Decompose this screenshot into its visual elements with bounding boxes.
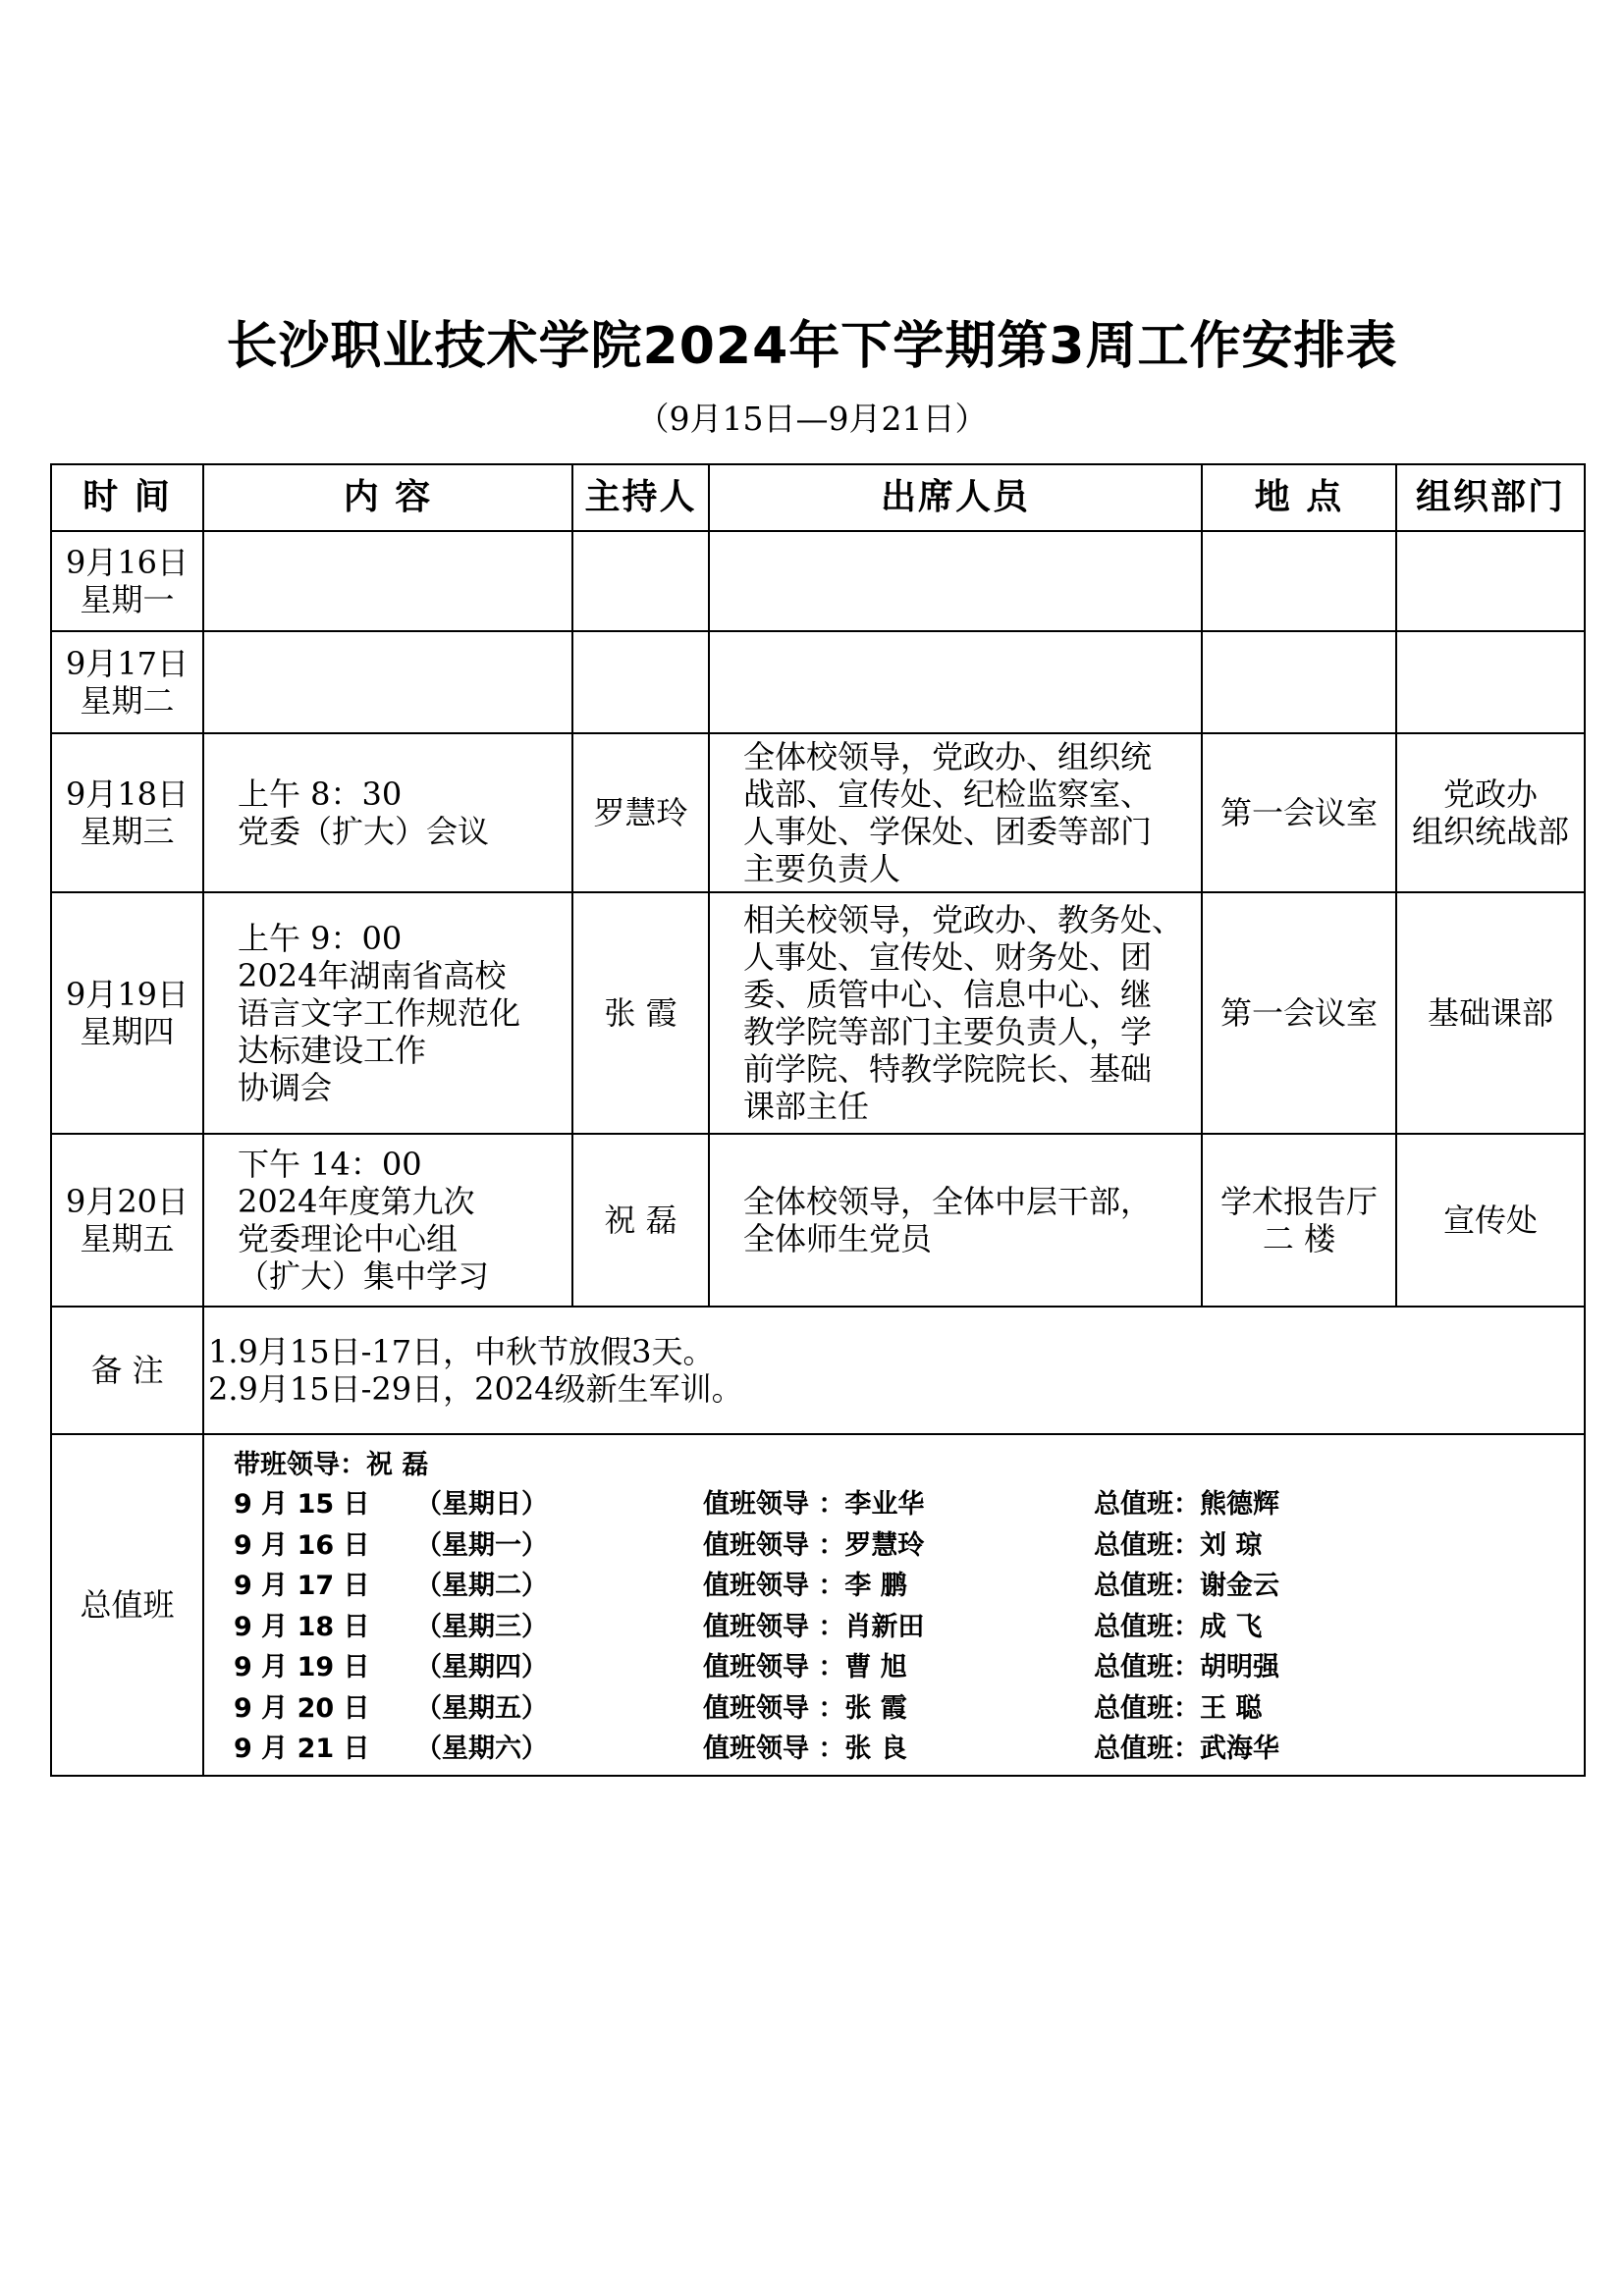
org-cell — [1396, 631, 1585, 733]
notes-content — [203, 1307, 1585, 1434]
time-cell — [51, 531, 203, 631]
place-line: 学术报告厅 — [1219, 1183, 1378, 1220]
content-cell — [203, 631, 572, 733]
org-cell — [1396, 1134, 1585, 1307]
org-line: 宣传处 — [1442, 1201, 1538, 1239]
duty-weekday: （星期四） — [415, 1652, 548, 1682]
duty-date: 9 月 16 日 — [234, 1529, 370, 1561]
duty-date: 9 月 20 日 — [234, 1692, 370, 1724]
content-line: 上午 8：30 — [238, 775, 403, 813]
place-cell — [1202, 1134, 1396, 1307]
weekday-text: 星期三 — [80, 813, 175, 850]
place-cell — [1202, 631, 1396, 733]
attendees-line: 相关校领导，党政办、教务处、 — [743, 901, 1184, 938]
org-line: 党政办 — [1442, 775, 1538, 813]
header-place: 地 点 — [1202, 464, 1396, 531]
weekday-text: 星期二 — [80, 682, 175, 720]
duty-weekday: （星期二） — [415, 1571, 548, 1601]
duty-chief: 总值班：刘 琼 — [1094, 1529, 1263, 1561]
header-host: 主持人 — [572, 464, 709, 531]
page-subtitle: （9月15日—9月21日） — [636, 400, 988, 438]
weekday-text: 星期四 — [80, 1013, 175, 1050]
host-cell: 张 霞 — [572, 892, 709, 1134]
attendees-line: 主要负责人 — [743, 850, 901, 887]
duty-date: 9 月 21 日 — [234, 1734, 370, 1764]
org-cell — [1396, 733, 1585, 892]
host-cell: 罗慧玲 — [572, 733, 709, 892]
host-cell: 祝 磊 — [572, 1134, 709, 1307]
date-text: 9月18日 — [65, 775, 189, 813]
duty-weekday: （星期一） — [415, 1529, 548, 1561]
duty-leader: 值班领导 ：李业华 — [703, 1489, 925, 1520]
duty-weekday: （星期六） — [415, 1734, 548, 1764]
attendees-line: 全体师生党员 — [743, 1220, 933, 1257]
content-cell — [203, 1134, 572, 1307]
content-line: 2024年度第九次 — [238, 1183, 475, 1220]
duty-list — [204, 1435, 1584, 1775]
duty-chief: 总值班：王 聪 — [1094, 1692, 1263, 1724]
time-cell — [51, 733, 203, 892]
duty-leader: 值班领导 ：张 霞 — [703, 1692, 907, 1724]
attendees-cell — [709, 531, 1202, 631]
content-line: 2024年湖南省高校 — [238, 957, 507, 994]
duty-weekday: （星期三） — [415, 1611, 548, 1642]
place-line: 第一会议室 — [1219, 994, 1378, 1032]
attendees-line: 战部、宣传处、纪检监察室、 — [743, 775, 1153, 813]
attendees-line: 全体校领导，全体中层干部， — [743, 1183, 1153, 1220]
attendees-cell — [709, 631, 1202, 733]
attendees-cell — [709, 1134, 1202, 1307]
duty-weekday: （星期日） — [415, 1489, 548, 1520]
duty-leader: 值班领导 ：李 鹏 — [703, 1571, 907, 1601]
duty-date: 9 月 15 日 — [234, 1489, 370, 1520]
attendees-line: 前学院、特教学院院长、基础 — [743, 1050, 1153, 1088]
place-line: 二 楼 — [1262, 1220, 1336, 1257]
duty-chief: 总值班：胡明强 — [1094, 1652, 1279, 1682]
page-title: 长沙职业技术学院2024年下学期第3周工作安排表 — [226, 317, 1398, 376]
schedule-row — [51, 1134, 1585, 1307]
content-line: 语言文字工作规范化 — [238, 994, 521, 1032]
duty-content — [203, 1434, 1585, 1776]
notes-label: 备 注 — [51, 1307, 203, 1434]
place-cell — [1202, 531, 1396, 631]
duty-leader: 值班领导 ：曹 旭 — [703, 1652, 907, 1682]
notes-row — [51, 1307, 1585, 1434]
duty-row — [51, 1434, 1585, 1776]
org-cell — [1396, 892, 1585, 1134]
attendees-line: 教学院等部门主要负责人，学 — [743, 1013, 1153, 1050]
duty-chief: 总值班：谢金云 — [1094, 1571, 1279, 1601]
date-text: 9月20日 — [65, 1183, 189, 1220]
content-line: 党委理论中心组 — [238, 1220, 459, 1257]
attendees-cell — [709, 892, 1202, 1134]
notes-line-2: 2.9月15日-29日，2024级新生军训。 — [208, 1370, 743, 1408]
content-cell — [203, 531, 572, 631]
date-text: 9月16日 — [65, 544, 189, 581]
duty-leader: 值班领导 ：罗慧玲 — [703, 1529, 925, 1561]
attendees-line: 人事处、学保处、团委等部门 — [743, 813, 1153, 850]
duty-weekday: （星期五） — [415, 1692, 548, 1724]
attendees-line: 委、质管中心、信息中心、继 — [743, 976, 1153, 1013]
duty-leader: 值班领导 ：肖新田 — [703, 1611, 925, 1642]
header-row — [51, 464, 1585, 531]
content-line: 党委（扩大）会议 — [238, 813, 490, 850]
duty-date: 9 月 17 日 — [234, 1571, 370, 1601]
weekday-text: 星期一 — [80, 581, 175, 618]
duty-date: 9 月 18 日 — [234, 1611, 370, 1642]
notes-line-1: 1.9月15日-17日，中秋节放假3天。 — [208, 1333, 715, 1370]
org-line: 基础课部 — [1427, 994, 1553, 1032]
content-line: 上午 9：00 — [238, 920, 403, 957]
content-line: 下午 14：00 — [238, 1146, 422, 1183]
duty-chief: 总值班：武海华 — [1094, 1734, 1279, 1764]
schedule-row — [51, 733, 1585, 892]
duty-chief: 总值班：熊德辉 — [1094, 1489, 1279, 1520]
attendees-cell — [709, 733, 1202, 892]
org-cell — [1396, 531, 1585, 631]
header-time: 时 间 — [51, 464, 203, 531]
date-text: 9月19日 — [65, 976, 189, 1013]
content-cell — [203, 733, 572, 892]
duty-label: 总值班 — [51, 1434, 203, 1776]
place-cell — [1202, 892, 1396, 1134]
host-cell — [572, 631, 709, 733]
content-line: 达标建设工作 — [238, 1032, 427, 1069]
attendees-line: 全体校领导，党政办、组织统 — [743, 738, 1153, 775]
attendees-line: 课部主任 — [743, 1088, 870, 1125]
time-cell — [51, 892, 203, 1134]
org-line: 组织统战部 — [1411, 813, 1569, 850]
schedule-row — [51, 531, 1585, 631]
attendees-line: 人事处、宣传处、财务处、团 — [743, 938, 1153, 976]
weekday-text: 星期五 — [80, 1220, 175, 1257]
place-line: 第一会议室 — [1219, 794, 1378, 831]
content-cell — [203, 892, 572, 1134]
host-cell — [572, 531, 709, 631]
place-cell — [1202, 733, 1396, 892]
duty-date: 9 月 19 日 — [234, 1652, 370, 1682]
content-line: （扩大）集中学习 — [238, 1257, 490, 1295]
schedule-row — [51, 892, 1585, 1134]
content-line: 协调会 — [238, 1069, 333, 1106]
header-org: 组织部门 — [1396, 464, 1585, 531]
duty-leader: 值班领导 ：张 良 — [703, 1734, 907, 1764]
time-cell — [51, 1134, 203, 1307]
duty-lead: 带班领导：祝 磊 — [234, 1450, 429, 1480]
schedule-table — [50, 463, 1586, 1777]
time-cell — [51, 631, 203, 733]
schedule-row — [51, 631, 1585, 733]
duty-chief: 总值班：成 飞 — [1094, 1611, 1263, 1642]
date-text: 9月17日 — [65, 645, 189, 682]
header-content: 内 容 — [203, 464, 572, 531]
header-attendees: 出席人员 — [709, 464, 1202, 531]
